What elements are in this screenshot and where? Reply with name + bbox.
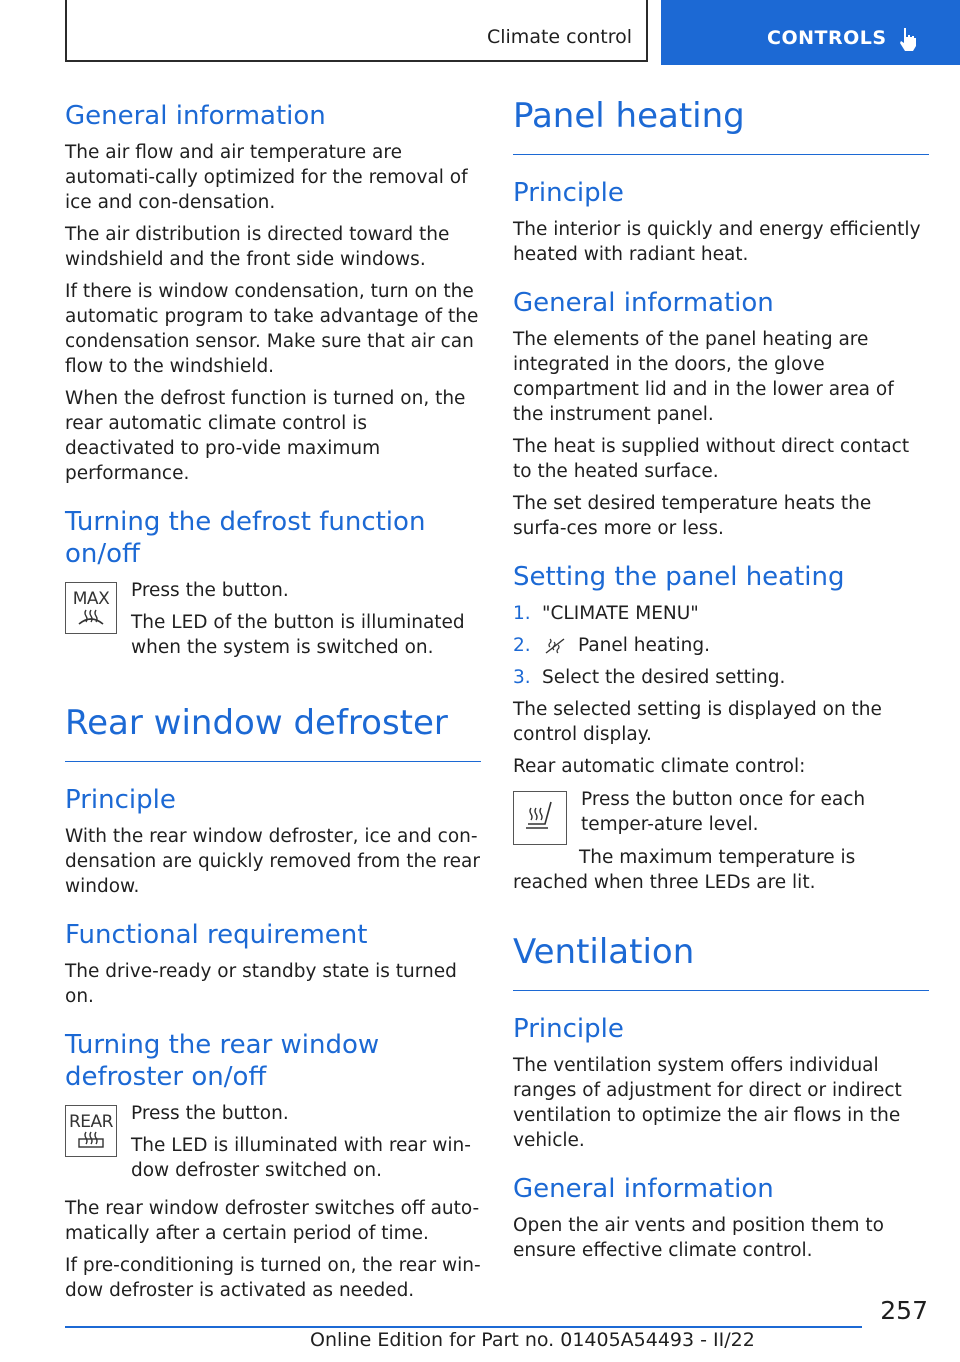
section-title: Climate control [486, 26, 632, 48]
paragraph: The elements of the panel heating are integrated in the doors, the glove compartment lid and in the lower area of the instrument panel. [513, 329, 894, 425]
rear-defroster-instruction [65, 1101, 481, 1190]
paragraph: The ventilation system offers individual ranges of adjustment for direct or indirect ventilation to optimize the air flows in the vehicle. [513, 1055, 902, 1151]
paragraph: Open the air vents and position them to ensure effective climate control. [513, 1215, 885, 1261]
rear-defroster-on-off-heading: Turning the rear window defroster on/off [65, 1030, 380, 1092]
paragraph: The selected setting is displayed on the control display. [513, 699, 882, 745]
paragraph: If there is window condensation, turn on the automatic program to take advantage of the condensation sensor. Make sure that air can flow to the windshield. [65, 281, 479, 377]
step-text: Select the desired setting. [542, 667, 786, 688]
step-number: 2. [513, 635, 531, 656]
general-information-heading: General information [513, 288, 774, 318]
page-number: 257 [880, 1296, 928, 1325]
paragraph: With the rear window defroster, ice and con-densation are quickly removed from the rear window. [65, 826, 480, 897]
edition-footer: Online Edition for Part no. 01405A54493 - II/22 [310, 1329, 755, 1351]
seat-heat-icon [520, 798, 560, 838]
list-item [513, 633, 929, 658]
left-column [65, 96, 481, 1310]
step-number: 3. [513, 667, 531, 688]
defrost-heading: Turning the defrost function on/off [65, 507, 426, 569]
paragraph: The heat is supplied without direct contact to the heated surface. [513, 436, 910, 482]
pointing-hand-icon [897, 26, 919, 52]
steps-list [513, 601, 929, 690]
step-text: "CLIMATE MENU" [542, 603, 699, 624]
panel-heating-icon [542, 635, 570, 657]
paragraph: The interior is quickly and energy efficiently heated with radiant heat. [513, 219, 921, 265]
chapter-tab [661, 0, 960, 65]
list-item [513, 665, 929, 690]
paragraph: The rear window defroster switches off auto-matically after a certain period of time. [65, 1198, 480, 1244]
ventilation-title: Ventilation [513, 932, 929, 991]
functional-requirement-heading: Functional requirement [65, 920, 368, 950]
defrost-instruction [65, 578, 481, 667]
step-number: 1. [513, 603, 531, 624]
step-text: Panel heating. [578, 635, 710, 656]
paragraph: The LED is illuminated with rear win-dow defroster switched on. [131, 1135, 471, 1181]
windshield-heat-icon [76, 608, 106, 626]
paragraph: Press the button. [131, 580, 289, 601]
footer-divider [65, 1326, 862, 1328]
general-information-heading: General information [513, 1174, 774, 1204]
rear-defrost-button-icon [65, 1105, 117, 1157]
setting-panel-heating-heading: Setting the panel heating [513, 562, 845, 592]
rear-window-heat-icon [76, 1131, 106, 1149]
principle-heading: Principle [65, 785, 176, 815]
general-information-heading: General information [65, 101, 326, 131]
rear-window-defroster-title: Rear window defroster [65, 703, 481, 762]
page-header [0, 0, 960, 66]
paragraph: The drive-ready or standby state is turned on. [65, 961, 457, 1007]
paragraph: The set desired temperature heats the surfa-ces more or less. [513, 493, 872, 539]
section-header-box [65, 0, 648, 62]
paragraph: Press the button. [131, 1103, 289, 1124]
paragraph: If pre-conditioning is turned on, the rear win-dow defroster is activated as needed. [65, 1255, 481, 1301]
right-column [513, 96, 929, 1270]
paragraph: The air flow and air temperature are automati-cally optimized for the removal of ice and con-densation. [65, 142, 468, 213]
paragraph: The air distribution is directed toward the windshield and the front side windows. [65, 224, 450, 270]
principle-heading: Principle [513, 178, 624, 208]
panel-heating-title: Panel heating [513, 96, 929, 155]
paragraph: Rear automatic climate control: [513, 756, 806, 777]
paragraph: When the defrost function is turned on, the rear automatic climate control is deactivated to pro-vide maximum performance. [65, 388, 466, 484]
paragraph: Press the button once for each temper-ature level. [581, 789, 866, 835]
paragraph: The maximum temperature is reached when three LEDs are lit. [513, 847, 856, 893]
seat-heating-instruction [513, 787, 929, 845]
max-defrost-button-icon [65, 582, 117, 634]
chapter-title: CONTROLS [767, 27, 887, 49]
rear-defrost-icon-label: REAR [69, 1111, 113, 1132]
paragraph: The LED of the button is illuminated when the system is switched on. [131, 612, 465, 658]
list-item [513, 601, 929, 626]
seat-heating-button-icon [513, 791, 567, 845]
max-defrost-icon-label: MAX [72, 588, 110, 609]
principle-heading: Principle [513, 1014, 624, 1044]
